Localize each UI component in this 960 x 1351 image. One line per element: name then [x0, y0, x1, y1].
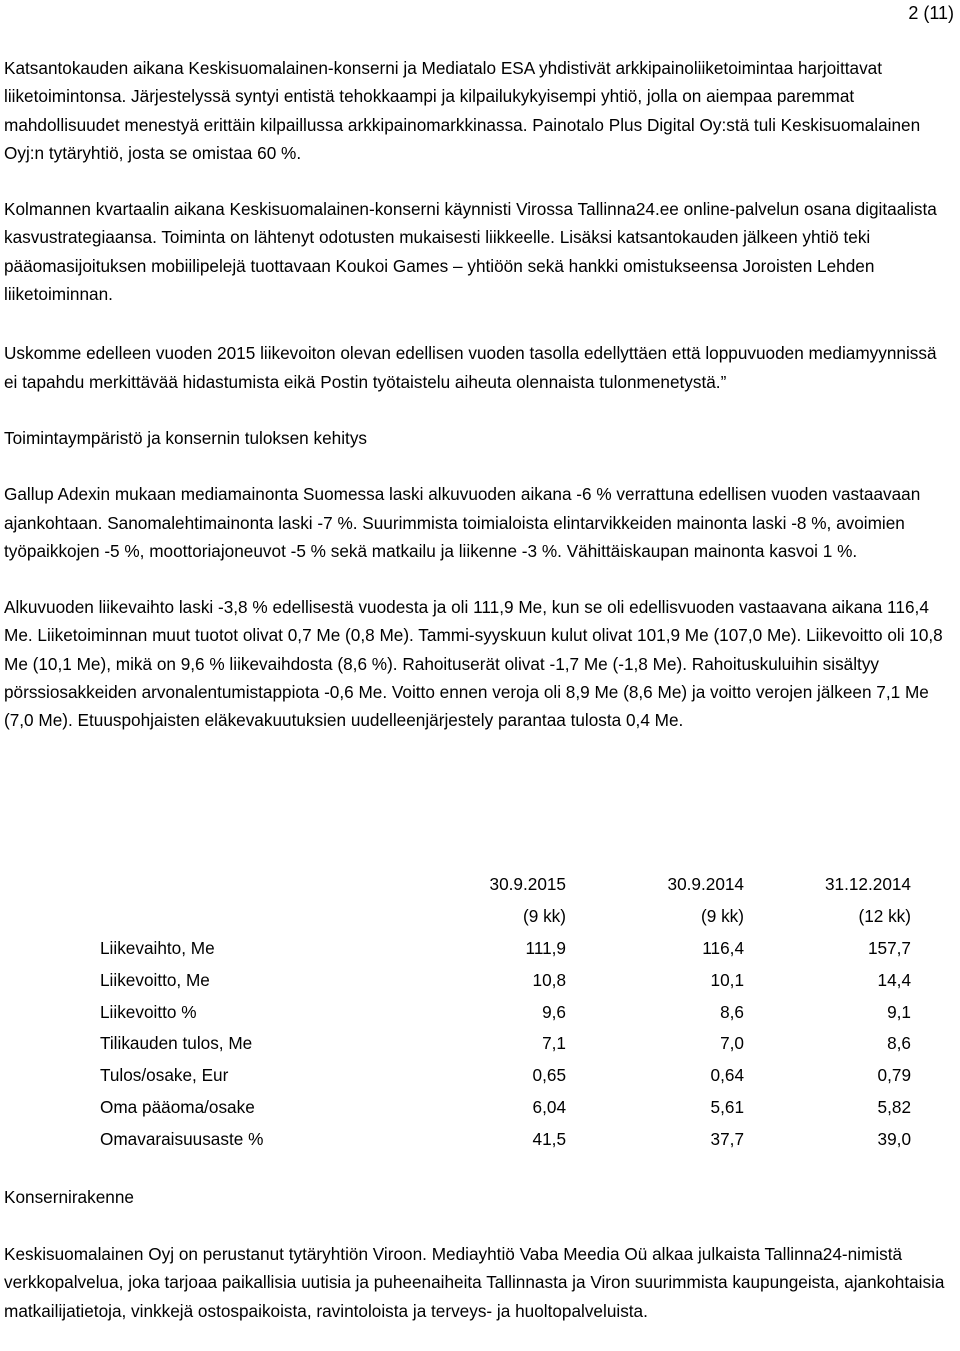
paragraph-tallinna24: Kolmannen kvartaalin aikana Keskisuomalainen-konserni käynnisti Virossa Tallinna24.ee online-palvelun osana digitaalista kasvustrategiaansa. Toiminta on lähtenyt odotusten mukaisesti liikkeelle. Lisäksi katsantokauden jälkeen yhtiö teki pääomasijoituksen mobiilipelejä tuottavaan Koukoi Games – yhtiöön sekä hankki omistukseensa Joroisten Lehden liiketoiminnan. — [4, 199, 937, 305]
group-structure-section — [4, 1240, 949, 1325]
table-cell: 116,4 — [702, 937, 744, 958]
table-subheader-cell: (9 kk) — [701, 906, 744, 927]
table-row — [100, 933, 911, 965]
table-header-cell: 31.12.2014 — [824, 874, 911, 895]
table-cell: 41,5 — [532, 1128, 566, 1149]
table-cell: 10,1 — [710, 969, 744, 990]
table-row — [100, 1123, 911, 1155]
paragraph-outlook: Uskomme edelleen vuoden 2015 liikevoiton olevan edellisen vuoden tasolla edellyttäen että loppuvuoden mediamyynnissä ei tapahdu merkittävää hidastumista eikä Postin työtaistelu aiheuta olennaista tulonmenetystä.” — [4, 343, 937, 392]
table-cell: 111,9 — [525, 937, 566, 958]
paragraph-financial-results: Alkuvuoden liikevaihto laski -3,8 % edellisestä vuodesta ja oli 111,9 Me, kun se oli edellisvuoden vastaavana aikana 116,4 Me. Liiketoiminnan muut tuotot olivat 0,7 Me (0,8 Me). Tammi-syyskuun kulut olivat 101,9 Me (107,0 Me). Liikevoitto oli 10,8 Me (10,1 Me), mikä on 9,6 % liikevaihdosta (8,6 %). Rahoituserät olivat -1,7 Me (-1,8 Me). Rahoituskuluihin sisältyy pörssiosakkeiden arvonalentumistappiota -0,6 Me. Voitto ennen veroja oli 8,9 Me (8,6 Me) ja voitto verojen jälkeen 7,1 Me (7,0 Me). Etuuspohjaisten eläkevakuutuksien uudelleenjärjestely parantaa tulosta 0,4 Me. — [4, 597, 943, 731]
table-cell: 8,6 — [720, 1001, 744, 1022]
row-label: Tulos/osake, Eur — [100, 1065, 229, 1086]
table-row — [100, 1060, 911, 1092]
table-subheader-cell: (12 kk) — [858, 906, 911, 927]
table-header-empty — [100, 869, 430, 901]
table-cell: 0,79 — [877, 1065, 911, 1086]
table-cell: 7,0 — [720, 1033, 744, 1054]
table-cell: 5,61 — [710, 1096, 744, 1117]
table-subheader-row — [100, 901, 911, 933]
document-body — [4, 54, 949, 735]
page-number: 2 (11) — [908, 3, 954, 23]
table-subheader-empty — [100, 901, 430, 933]
table-cell: 157,7 — [867, 937, 911, 958]
row-label: Liikevaihto, Me — [100, 937, 215, 958]
row-label: Tilikauden tulos, Me — [100, 1033, 253, 1054]
table-cell: 14,4 — [877, 969, 911, 990]
key-figures-table — [100, 869, 911, 1155]
section-heading-group-structure: Konsernirakenne — [4, 1187, 134, 1207]
table-header-cell: 30.9.2014 — [667, 874, 744, 895]
table-row — [100, 996, 911, 1028]
table-header-row — [100, 869, 911, 901]
row-label: Oma pääoma/osake — [100, 1096, 255, 1117]
paragraph-group-structure: Keskisuomalainen Oyj on perustanut tytäryhtiön Viroon. Mediayhtiö Vaba Meedia Oü alkaa julkaista Tallinna24-nimistä verkkopalvelua, joka tarjoaa paikallisia uutisia ja puheenaiheita Tallinnasta ja Viron suurimmista kaupungeista, ajankohtaisia matkailijatietoja, vinkkejä ostospaikoista, ravintoloista ja terveys- ja huoltopalveluista. — [4, 1244, 945, 1321]
table-row — [100, 1028, 911, 1060]
section-heading-operating-environment: Toimintaympäristö ja konsernin tuloksen kehitys — [4, 427, 368, 448]
table-cell: 10,8 — [532, 969, 566, 990]
table-cell: 0,65 — [532, 1065, 566, 1086]
table-row — [100, 1092, 911, 1124]
paragraph-merger: Katsantokauden aikana Keskisuomalainen-konserni ja Mediatalo ESA yhdistivät arkkipainoliiketoimintaa harjoittavat liiketoimintonsa. Järjestelyssä syntyi entistä tehokkaampi ja kilpailukykyisempi yhtiö, jolla on aiempaa paremmat mahdollisuudet menestyä erittäin kilpaillussa arkkipainomarkkinassa. Painotalo Plus Digital Oy:stä tuli Keskisuomalainen Oyj:n tytäryhtiö, josta se omistaa 60 %. — [4, 58, 921, 163]
table-subheader-cell: (9 kk) — [523, 906, 566, 927]
row-label: Liikevoitto % — [100, 1001, 197, 1022]
row-label: Omavaraisuusaste % — [100, 1128, 264, 1149]
table-cell: 0,64 — [710, 1065, 744, 1086]
row-label: Liikevoitto, Me — [100, 969, 210, 990]
table-cell: 39,0 — [877, 1128, 911, 1149]
table-cell: 5,82 — [877, 1096, 911, 1117]
table-cell: 9,6 — [542, 1001, 566, 1022]
table-cell: 8,6 — [887, 1033, 911, 1054]
table-cell: 6,04 — [532, 1096, 566, 1117]
paragraph-advertising-market: Gallup Adexin mukaan mediamainonta Suomessa laski alkuvuoden aikana -6 % verrattuna edellisen vuoden vastaavaan ajankohtaan. Sanomalehtimainonta laski -7 %. Suurimmista toimialoista elintarvikkeiden mainonta laski -8 %, avoimien työpaikkojen -5 %, moottoriajoneuvot -5 % sekä matkailu ja liikenne -3 %. Vähittäiskaupan mainonta kasvoi 1 %. — [4, 484, 921, 561]
table-cell: 7,1 — [542, 1033, 566, 1054]
table-cell: 9,1 — [887, 1001, 911, 1022]
table-cell: 37,7 — [710, 1128, 744, 1149]
table-row — [100, 964, 911, 996]
table-header-cell: 30.9.2015 — [489, 874, 566, 895]
